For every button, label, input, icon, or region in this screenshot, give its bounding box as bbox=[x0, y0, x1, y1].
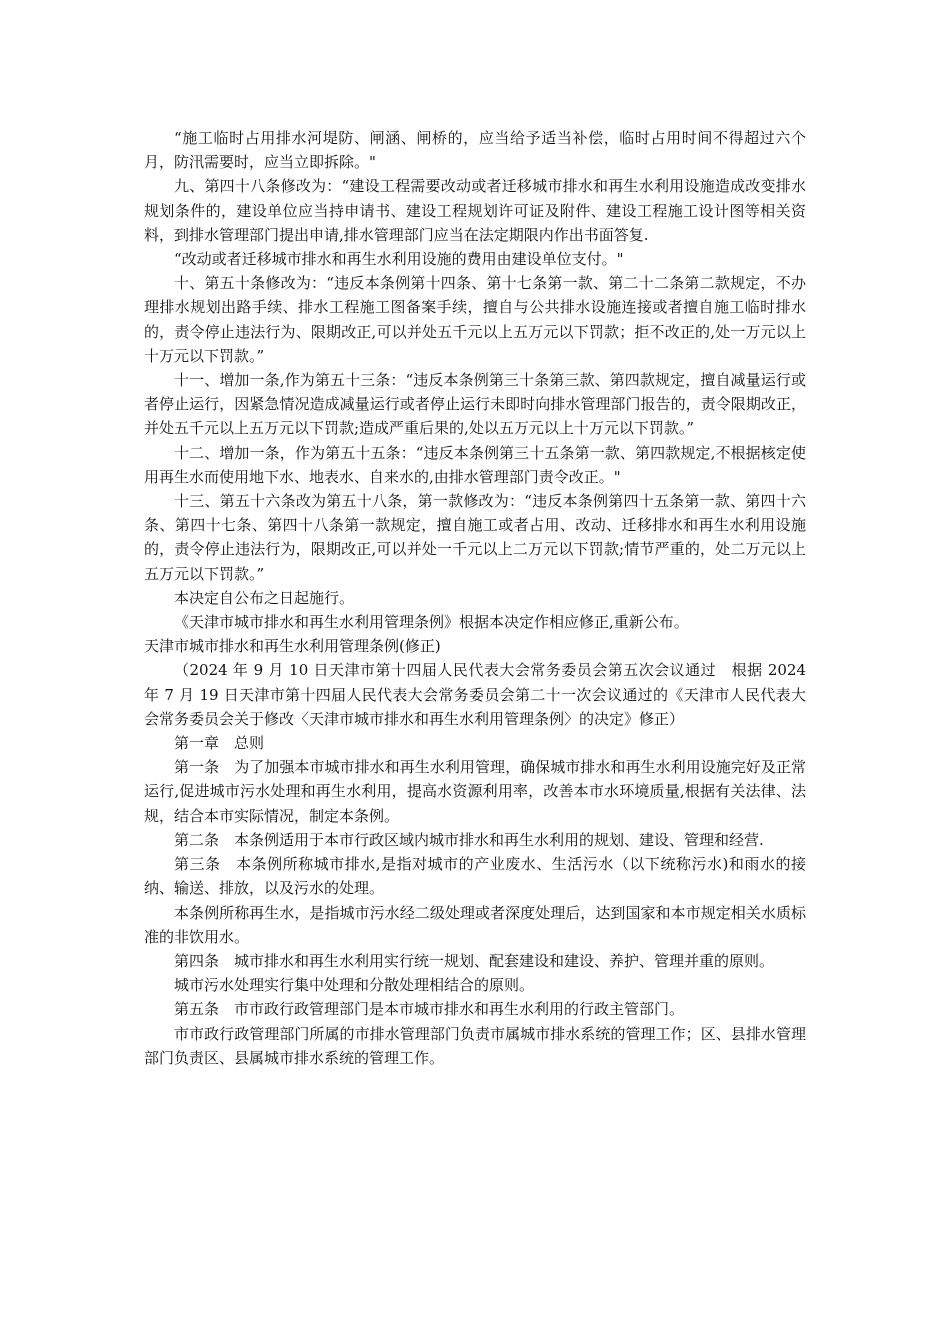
article-5: 第五条 市市政行政管理部门是本市城市排水和再生水利用的行政主管部门。 bbox=[174, 1000, 685, 1019]
regulation-adoption-note: （2024 年 9 月 10 日天津市第十四届人民代表大会常务委员会第五次会议通过 根据 2024 年 7 月 19 日天津市第十四届人民代表大会常务委员会第二十一次会议通过的《天津市人民代表大会常务委员会关于修改〈天津市城市排水和再生水利用管理条例〉的决定》修正） bbox=[144, 661, 806, 728]
article-3: 第三条 本条例所称城市排水,是指对城市的产业废水、生活污水（以下统称污水)和雨水的接纳、输送、排放，以及污水的处理。 bbox=[144, 855, 806, 898]
paragraph-item-13: 十三、第五十六条改为第五十八条，第一款修改为：“违反本条例第四十五条第一款、第四十六条、第四十七条、第四十八条第一款规定，擅自施工或者占用、改动、迁移排水和再生水利用设施的，责令停止违法行为，限期改正,可以并处一千元以上二万元以下罚款;情节严重的，处二万元以上五万元以下罚款。” bbox=[144, 492, 806, 583]
regulation-title: 天津市城市排水和再生水利用管理条例(修正) bbox=[144, 637, 441, 656]
paragraph-item-11: 十一、增加一条,作为第五十三条：“违反本条例第三十条第三款、第四款规定，擅自减量运行或者停止运行，因紧急情况造成减量运行或者停止运行未即时向排水管理部门报告的，责令限期改正，并处五千元以上五万元以下罚款;造成严重后果的,处以五万元以上十万元以下罚款。” bbox=[144, 371, 806, 438]
document-body bbox=[144, 126, 806, 1070]
article-1: 第一条 为了加强本市城市排水和再生水利用管理，确保城市排水和再生水利用设施完好及正常运行,促进城市污水处理和再生水利用，提高水资源利用率，改善本市水环境质量,根据有关法律、法规，结合本市实际情况，制定本条例。 bbox=[144, 758, 806, 825]
article-4: 第四条 城市排水和再生水利用实行统一规划、配套建设和建设、养护、管理并重的原则。 bbox=[174, 951, 775, 970]
article-3-reclaimed-water: 本条例所称再生水，是指城市污水经二级处理或者深度处理后，达到国家和本市规定相关水质标准的非饮用水。 bbox=[144, 903, 806, 946]
paragraph-effective-date: 本决定自公布之日起施行。 bbox=[174, 588, 355, 607]
paragraph-temporary-occupation: “施工临时占用排水河堤防、闸涵、闸桥的，应当给予适当补偿，临时占用时间不得超过六个月，防汛需要时，应当立即拆除。" bbox=[144, 129, 806, 172]
paragraph-item-9: 九、第四十八条修改为：“建设工程需要改动或者迁移城市排水和再生水利用设施造成改变排水规划条件的，建设单位应当持申请书、建设工程规划许可证及附件、建设工程施工设计图等相关资料，到排水管理部门提出申请,排水管理部门应当在法定期限内作出书面答复. bbox=[144, 177, 806, 244]
article-5-management: 市市政行政管理部门所属的市排水管理部门负责市属城市排水系统的管理工作；区、县排水管理部门负责区、县属城市排水系统的管理工作。 bbox=[144, 1024, 806, 1067]
article-2: 第二条 本条例适用于本市行政区域内城市排水和再生水利用的规划、建设、管理和经营. bbox=[174, 830, 764, 849]
article-4-sewage-treatment: 城市污水处理实行集中处理和分散处理相结合的原则。 bbox=[174, 976, 535, 995]
chapter-heading: 第一章 总则 bbox=[174, 734, 265, 753]
paragraph-republication: 《天津市城市排水和再生水利用管理条例》根据本决定作相应修正,重新公布。 bbox=[174, 613, 689, 632]
paragraph-item-10: 十、第五十条修改为：“违反本条例第十四条、第十七条第一款、第二十二条第二款规定，不办理排水规划出路手续、排水工程施工图备案手续，擅自与公共排水设施连接或者擅自施工临时排水的，责令停止违法行为、限期改正,可以并处五千元以上五万元以下罚款；拒不改正的,处一万元以上十万元以下罚款。” bbox=[144, 274, 806, 365]
paragraph-item-9-cost: “改动或者迁移城市排水和再生水利用设施的费用由建设单位支付。" bbox=[174, 250, 624, 269]
paragraph-item-12: 十二、增加一条，作为第五十五条：“违反本条例第三十五条第一款、第四款规定,不根据核定使用再生水而使用地下水、地表水、自来水的,由排水管理部门责令改正。" bbox=[144, 443, 806, 486]
